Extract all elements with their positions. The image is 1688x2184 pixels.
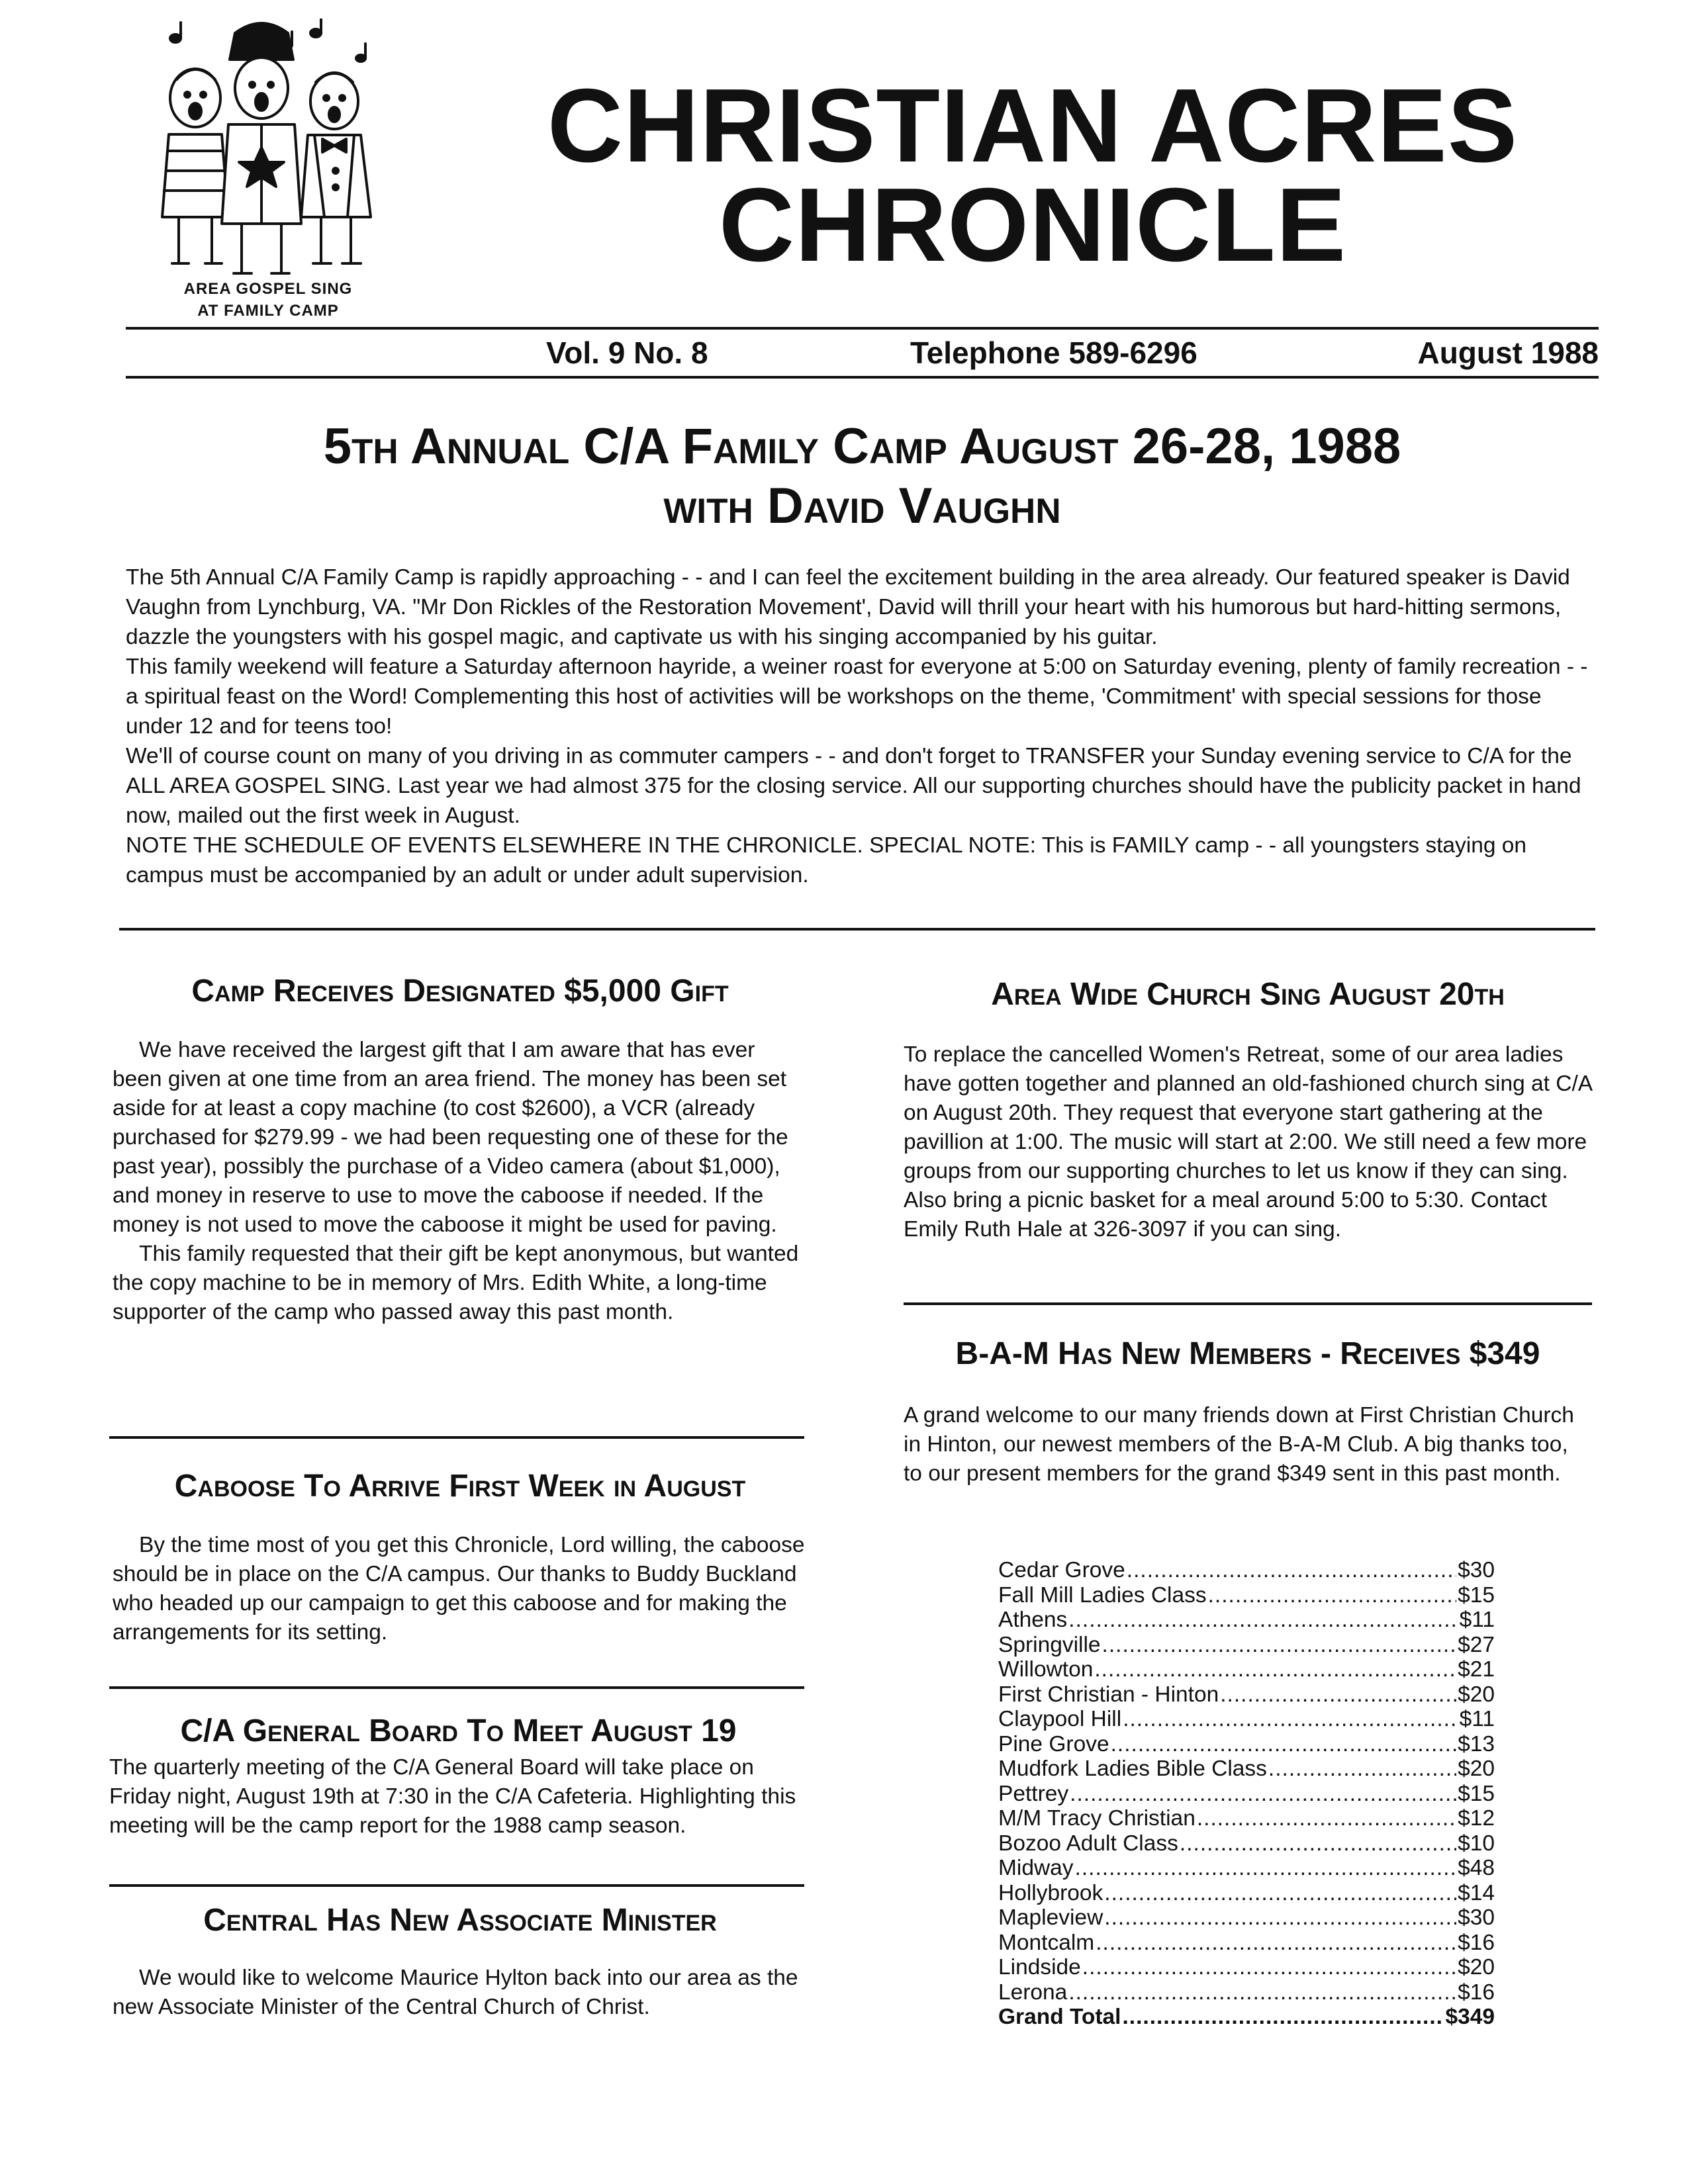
- donation-total-row: [998, 2005, 1495, 2030]
- leader-dots: [1268, 1756, 1456, 1782]
- newsletter-title-line-2: CHRONICLE: [718, 167, 1347, 283]
- donation-row: [998, 1980, 1495, 2005]
- donation-row: [998, 1608, 1495, 1633]
- donation-name: Springville: [998, 1632, 1101, 1657]
- lead-paragraph: The 5th Annual C/A Family Camp is rapidly approaching - - and I can feel the excitement building in the area already. Our featured speaker is David Vaughn from Lynchburg, VA. "Mr Don Rickles of the Restoration Movement', David will thrill your heart with his humorous but hard-hitting sermons, dazzle the youngsters with his gospel magic, and captivate us with his singing accompanied by his guitar.: [126, 565, 1570, 649]
- donation-amount: $30: [1458, 1558, 1495, 1582]
- leader-dots: [1094, 1657, 1456, 1682]
- sing-paragraph: To replace the cancelled Women's Retreat, some of our area ladies have gotten together and planned an old-fashioned church sing at C/A on August 20th. They request that everyone start gathering at the pavillion at 1:00. The music will start at 2:00. We still need a few more groups from our supporting churches to let us know if they can sing. Also bring a picnic basket for a meal around 5:00 to 5:30. Contact Emily Ruth Hale at 326-3097 if you can sing.: [904, 1042, 1592, 1242]
- donation-amount: $30: [1458, 1905, 1495, 1930]
- leader-dots: [1220, 1682, 1456, 1707]
- donation-name: Pine Grove: [998, 1731, 1109, 1756]
- leader-dots: [1180, 1831, 1456, 1856]
- donation-row: [998, 1682, 1495, 1707]
- logo-caption-line-2: AT FAMILY CAMP: [197, 302, 339, 320]
- donation-name: Claypool Hill: [998, 1707, 1122, 1731]
- donation-row: [998, 1782, 1495, 1807]
- donation-amount: $14: [1458, 1880, 1495, 1905]
- leader-dots: [1068, 1980, 1456, 2005]
- board-paragraph: The quarterly meeting of the C/A General Board will take place on Friday night, August 19th at 7:30 in the C/A Cafeteria. Highlighting this meeting will be the camp report for the 1988 camp season.: [109, 1755, 796, 1838]
- donation-row: [998, 1931, 1495, 1956]
- leader-dots: [1068, 1608, 1458, 1633]
- donation-row: [998, 1955, 1495, 1980]
- column-divider: [109, 1436, 804, 1439]
- donation-row: [998, 1756, 1495, 1782]
- donation-name: Montcalm: [998, 1930, 1095, 1955]
- logo-caption-line-1: AREA GOSPEL SING: [183, 280, 353, 298]
- donation-amount: $20: [1458, 1682, 1495, 1707]
- donation-amount: $21: [1458, 1657, 1495, 1682]
- donation-row: [998, 1831, 1495, 1856]
- leader-dots: [1070, 1782, 1456, 1807]
- lead-article: [126, 563, 1602, 890]
- donation-row: [998, 1806, 1495, 1831]
- total-label: Grand Total: [998, 2005, 1121, 2029]
- caboose-heading: Caboose To Arrive First Week in August: [174, 1469, 746, 1504]
- issue-volume: Vol. 9 No. 8: [546, 336, 708, 370]
- donation-name: Midway: [998, 1856, 1074, 1880]
- column-divider: [904, 1302, 1592, 1305]
- sing-article: [904, 976, 1592, 1244]
- board-article: [109, 1713, 808, 1841]
- donation-amount: $15: [1458, 1582, 1495, 1608]
- donation-amount: $13: [1458, 1731, 1495, 1756]
- leader-dots: [1111, 1732, 1457, 1757]
- leader-dots: [1208, 1583, 1456, 1608]
- total-amount: $349: [1445, 2005, 1495, 2029]
- donation-row: [998, 1732, 1495, 1757]
- newsletter-title: [463, 68, 1602, 283]
- donation-row: [998, 1657, 1495, 1682]
- caboose-article: [113, 1468, 808, 1647]
- logo-area-gospel-sing: [149, 19, 387, 323]
- donation-amount: $27: [1458, 1632, 1495, 1657]
- donation-amount: $20: [1458, 1756, 1495, 1781]
- bam-paragraph: A grand welcome to our many friends down at First Christian Church in Hinton, our newest members of the B-A-M Club. A big thanks too, to our present members for the grand $349 sent in this past month.: [904, 1403, 1574, 1486]
- donation-name: M/M Tracy Christian: [998, 1806, 1196, 1831]
- lead-headline: [126, 417, 1599, 536]
- issue-telephone: Telephone 589-6296: [910, 336, 1197, 370]
- donation-name: Lerona: [998, 1979, 1068, 2005]
- leader-dots: [1123, 1707, 1458, 1732]
- donation-amount: $10: [1458, 1831, 1495, 1856]
- donation-name: Bozoo Adult Class: [998, 1831, 1178, 1856]
- central-article: [113, 1902, 808, 2022]
- donation-row: [998, 1633, 1495, 1658]
- lead-headline-line-1: 5th Annual C/A Family Camp August 26-28, 1988: [323, 418, 1401, 475]
- donation-name: Cedar Grove: [998, 1558, 1125, 1582]
- lead-paragraph: This family weekend will feature a Saturday afternoon hayride, a weiner roast for everyone at 5:00 on Saturday evening, plenty of family recreation - - a spiritual feast on the Word! Complementing this host of activities will be workshops on the theme, 'Commitment' with special sessions for those under 12 and for teens too!: [126, 655, 1588, 739]
- caboose-paragraph: By the time most of you get this Chronicle, Lord willing, the caboose should be in place on the C/A campus. Our thanks to Buddy Buckland who headed up our campaign to get this caboose and for making the arrangements for its setting.: [113, 1533, 805, 1645]
- issue-info-bar: [126, 330, 1599, 376]
- lead-paragraph: We'll of course count on many of you driving in as commuter campers - - and don't forget to TRANSFER your Sunday evening service to C/A for the ALL AREA GOSPEL SING. Last year we had almost 375 for the closing service. All our supporting churches should have the publicity packet in hand now, mailed out the first week in August.: [126, 744, 1581, 828]
- donation-name: Fall Mill Ladies Class: [998, 1582, 1207, 1608]
- section-divider: [119, 928, 1595, 931]
- donation-name: Mapleview: [998, 1905, 1103, 1930]
- column-divider: [109, 1686, 804, 1689]
- leader-dots: [1104, 1881, 1456, 1906]
- donation-list: [998, 1558, 1495, 2030]
- donation-row: [998, 1558, 1495, 1583]
- donation-amount: $48: [1458, 1856, 1495, 1880]
- donation-name: Pettrey: [998, 1781, 1069, 1806]
- leader-dots: [1082, 1955, 1456, 1980]
- lead-paragraph: NOTE THE SCHEDULE OF EVENTS ELSEWHERE IN THE CHRONICLE. SPECIAL NOTE: This is FAMILY camp - - all youngsters staying on campus must be accompanied by an adult or under adult supervision.: [126, 833, 1527, 887]
- donation-amount: $16: [1458, 1979, 1495, 2005]
- central-paragraph: We would like to welcome Maurice Hylton back into our area as the new Associate Minister of the Central Church of Christ.: [113, 1966, 798, 2019]
- donation-amount: $16: [1458, 1930, 1495, 1955]
- lead-headline-line-2: with David Vaughn: [663, 478, 1061, 534]
- donation-amount: $11: [1459, 1608, 1495, 1632]
- donation-name: Hollybrook: [998, 1880, 1103, 1905]
- board-heading: C/A General Board To Meet August 19: [180, 1713, 737, 1749]
- gift-article: [113, 973, 808, 1327]
- newsletter-title-line-1: CHRISTIAN ACRES: [547, 68, 1519, 184]
- column-divider: [109, 1884, 804, 1887]
- gift-paragraph: We have received the largest gift that I am aware that has ever been given at one time from an area friend. The money has been set aside for at least a copy machine (to cost $2600), a VCR (already purchased for $279.99 - we had been requesting one of these for the past year), possibly the purchase of a Video camera (about $1,000), and money in reserve to use to move the caboose if needed. If the money is not used to move the caboose it might be used for paving.: [113, 1038, 788, 1237]
- leader-dots: [1127, 1558, 1456, 1583]
- donation-name: Willowton: [998, 1657, 1094, 1682]
- leader-dots: [1123, 2005, 1444, 2030]
- bam-heading: B-A-M Has New Members - Receives $349: [955, 1336, 1540, 1371]
- leader-dots: [1102, 1633, 1457, 1658]
- masthead-rule-bottom: [126, 376, 1599, 379]
- leader-dots: [1104, 1905, 1456, 1931]
- donation-amount: $15: [1458, 1781, 1495, 1806]
- donation-amount: $12: [1458, 1806, 1495, 1831]
- bam-article: [904, 1336, 1592, 1488]
- donation-row: [998, 1583, 1495, 1608]
- donation-amount: $11: [1459, 1707, 1495, 1731]
- gift-paragraph: This family requested that their gift be kept anonymous, but wanted the copy machine to be in memory of Mrs. Edith White, a long-time supporter of the camp who passed away this past month.: [113, 1242, 799, 1324]
- singers-illustration-icon: [149, 19, 387, 290]
- leader-dots: [1096, 1931, 1456, 1956]
- donation-row: [998, 1856, 1495, 1881]
- donation-name: Athens: [998, 1608, 1068, 1632]
- donation-row: [998, 1881, 1495, 1906]
- donation-amount: $20: [1458, 1955, 1495, 1979]
- leader-dots: [1075, 1856, 1457, 1881]
- gift-heading: Camp Receives Designated $5,000 Gift: [191, 974, 729, 1009]
- donation-row: [998, 1905, 1495, 1931]
- sing-heading: Area Wide Church Sing August 20th: [991, 977, 1505, 1012]
- central-heading: Central Has New Associate Minister: [203, 1903, 717, 1938]
- donation-name: First Christian - Hinton: [998, 1682, 1219, 1707]
- leader-dots: [1197, 1806, 1456, 1831]
- donation-row: [998, 1707, 1495, 1732]
- issue-date: August 1988: [1417, 336, 1599, 370]
- donation-name: Lindside: [998, 1955, 1081, 1979]
- donation-name: Mudfork Ladies Bible Class: [998, 1756, 1267, 1781]
